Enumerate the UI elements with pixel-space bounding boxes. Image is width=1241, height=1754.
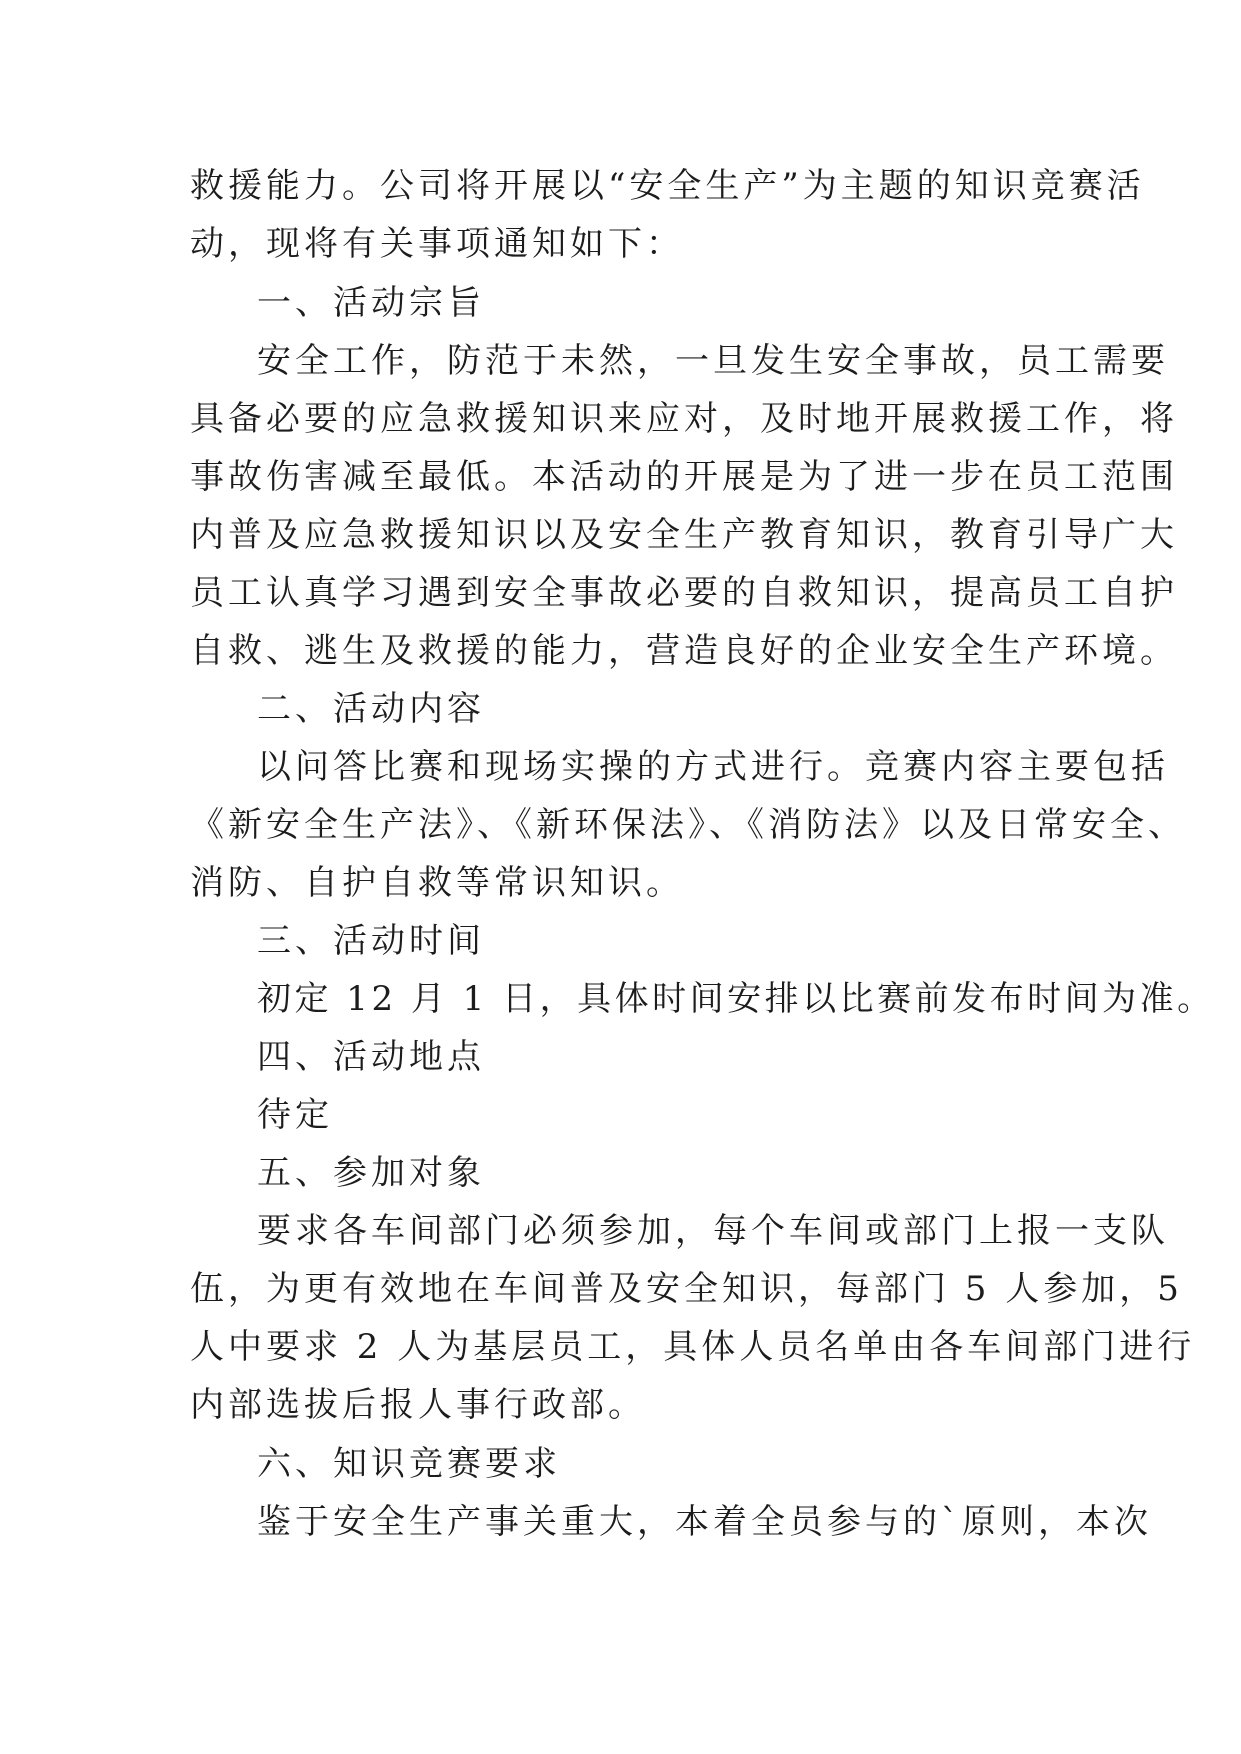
body-line: 消防、自护自救等常识知识。: [190, 863, 684, 903]
body-line: 人中要求 2 人为基层员工，具体人员名单由各车间部门进行: [190, 1327, 1196, 1367]
body-line: 初定 12 月 1 日，具体时间安排以比赛前发布时间为准。: [257, 979, 1215, 1019]
body-line: 待定: [257, 1095, 333, 1135]
section-heading-purpose: 一、活动宗旨: [257, 283, 485, 323]
body-line: 员工认真学习遇到安全事故必要的自救知识，提高员工自护: [190, 573, 1178, 613]
body-line: 内普及应急救援知识以及安全生产教育知识，教育引导广大: [190, 515, 1178, 555]
body-line: 《新安全生产法》、《新环保法》、《消防法》以及日常安全、: [190, 805, 1186, 845]
body-line: 事故伤害减至最低。本活动的开展是为了进一步在员工范围: [190, 457, 1178, 497]
section-heading-content: 二、活动内容: [257, 689, 485, 729]
body-line: 鉴于安全生产事关重大，本着全员参与的`原则，本次: [257, 1502, 1152, 1542]
body-line: 救援能力。公司将开展以“安全生产”为主题的知识竞赛活: [190, 166, 1145, 206]
body-line: 伍，为更有效地在车间普及安全知识，每部门 5 人参加，5: [190, 1269, 1183, 1309]
section-heading-location: 四、活动地点: [257, 1037, 485, 1077]
body-line: 动，现将有关事项通知如下：: [190, 224, 684, 264]
body-line: 自救、逃生及救援的能力，营造良好的企业安全生产环境。: [190, 631, 1178, 671]
body-line: 内部选拔后报人事行政部。: [190, 1385, 646, 1425]
section-heading-time: 三、活动时间: [257, 921, 485, 961]
section-heading-requirements: 六、知识竞赛要求: [257, 1444, 561, 1484]
body-line: 具备必要的应急救援知识来应对，及时地开展救援工作，将: [190, 399, 1178, 439]
section-heading-participants: 五、参加对象: [257, 1153, 485, 1193]
body-line: 以问答比赛和现场实操的方式进行。竞赛内容主要包括: [257, 747, 1169, 787]
body-line: 安全工作，防范于未然，一旦发生安全事故，员工需要: [257, 341, 1169, 381]
body-line: 要求各车间部门必须参加，每个车间或部门上报一支队: [257, 1211, 1169, 1251]
